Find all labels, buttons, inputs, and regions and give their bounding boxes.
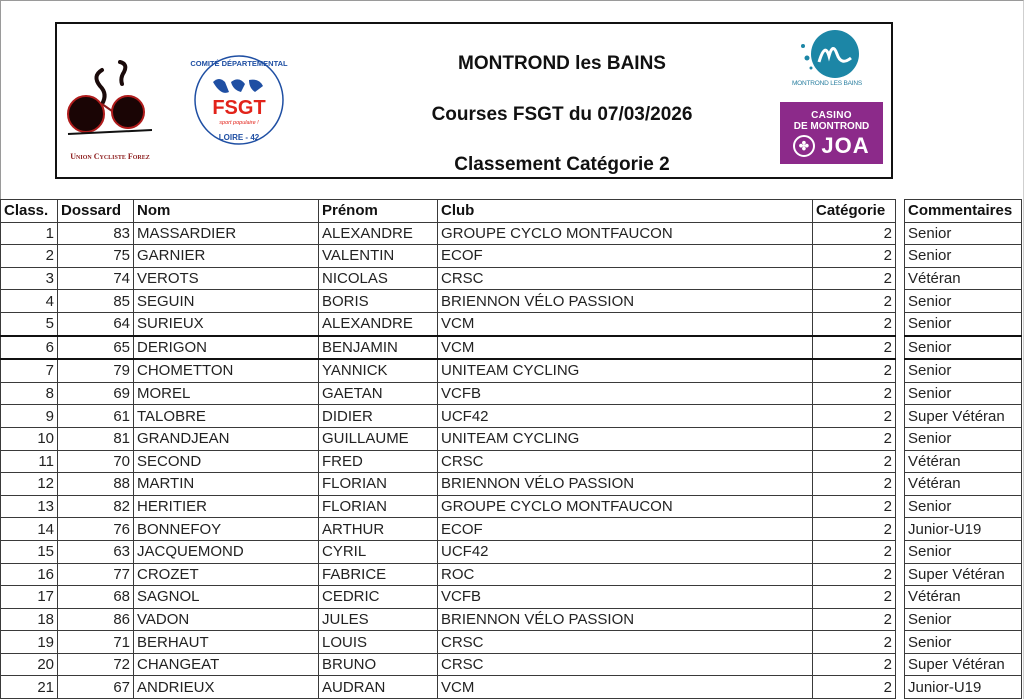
cell-nom: BERHAUT	[134, 631, 319, 654]
cell-nom: MASSARDIER	[134, 222, 319, 245]
header-nom: Nom	[134, 200, 319, 223]
cell-prenom: LOUIS	[319, 631, 438, 654]
cell-commentaire: Senior	[905, 631, 1022, 654]
cell-prenom: GUILLAUME	[319, 427, 438, 450]
table-row	[1, 405, 896, 428]
comment-row	[905, 290, 1022, 313]
cell-commentaire: Senior	[905, 540, 1022, 563]
cell-club: CRSC	[438, 653, 813, 676]
table-row	[1, 222, 896, 245]
cell-dossard: 86	[58, 608, 134, 631]
table-row	[1, 586, 896, 609]
table-row	[1, 563, 896, 586]
results-table	[0, 199, 896, 699]
comment-row	[905, 653, 1022, 676]
cell-club: GROUPE CYCLO MONTFAUCON	[438, 495, 813, 518]
cell-commentaire: Senior	[905, 245, 1022, 268]
cell-nom: MARTIN	[134, 473, 319, 496]
cell-club: UNITEAM CYCLING	[438, 427, 813, 450]
cell-commentaire: Super Vétéran	[905, 563, 1022, 586]
cell-nom: SEGUIN	[134, 290, 319, 313]
cell-commentaire: Junior-U19	[905, 518, 1022, 541]
cell-nom: DERIGON	[134, 336, 319, 360]
clover-icon: ✤	[793, 135, 815, 157]
cell-categorie: 2	[813, 382, 896, 405]
cell-commentaire: Vétéran	[905, 586, 1022, 609]
table-row	[1, 359, 896, 382]
cell-club: ROC	[438, 563, 813, 586]
cell-class: 12	[1, 473, 58, 496]
table-row	[1, 473, 896, 496]
comment-row	[905, 518, 1022, 541]
cell-nom: MOREL	[134, 382, 319, 405]
cell-prenom: BRUNO	[319, 653, 438, 676]
cell-dossard: 70	[58, 450, 134, 473]
comment-row	[905, 359, 1022, 382]
svg-text:COMITÉ DÉPARTEMENTAL: COMITÉ DÉPARTEMENTAL	[190, 59, 288, 68]
cell-dossard: 75	[58, 245, 134, 268]
cell-dossard: 82	[58, 495, 134, 518]
cell-class: 9	[1, 405, 58, 428]
cell-class: 10	[1, 427, 58, 450]
table-row	[1, 518, 896, 541]
table-row	[1, 382, 896, 405]
cell-prenom: ALEXANDRE	[319, 222, 438, 245]
header-commentaires: Commentaires	[905, 200, 1022, 223]
comment-row	[905, 245, 1022, 268]
table-row	[1, 336, 896, 360]
cell-prenom: JULES	[319, 608, 438, 631]
comment-row	[905, 631, 1022, 654]
header-categorie: Catégorie	[813, 200, 896, 223]
comment-row	[905, 450, 1022, 473]
table-row	[1, 267, 896, 290]
cell-categorie: 2	[813, 473, 896, 496]
cell-class: 19	[1, 631, 58, 654]
comment-row	[905, 586, 1022, 609]
casino-brand-text: JOA	[821, 133, 870, 158]
comment-row	[905, 427, 1022, 450]
cell-nom: VEROTS	[134, 267, 319, 290]
cell-categorie: 2	[813, 631, 896, 654]
cell-dossard: 83	[58, 222, 134, 245]
cell-prenom: GAETAN	[319, 382, 438, 405]
cell-nom: CHOMETTON	[134, 359, 319, 382]
cell-dossard: 69	[58, 382, 134, 405]
cell-categorie: 2	[813, 267, 896, 290]
cell-commentaire: Vétéran	[905, 473, 1022, 496]
cell-class: 2	[1, 245, 58, 268]
cell-prenom: YANNICK	[319, 359, 438, 382]
cell-prenom: BENJAMIN	[319, 336, 438, 360]
cell-categorie: 2	[813, 540, 896, 563]
casino-brand	[780, 133, 883, 159]
montrond-m-icon	[779, 28, 875, 80]
cell-dossard: 72	[58, 653, 134, 676]
table-row	[1, 540, 896, 563]
cell-nom: SAGNOL	[134, 586, 319, 609]
cell-club: VCM	[438, 676, 813, 699]
casino-line2: DE MONTROND	[793, 121, 870, 132]
cell-club: CRSC	[438, 450, 813, 473]
cell-prenom: CEDRIC	[319, 586, 438, 609]
cell-class: 4	[1, 290, 58, 313]
cell-commentaire: Senior	[905, 359, 1022, 382]
cell-categorie: 2	[813, 405, 896, 428]
cell-nom: CROZET	[134, 563, 319, 586]
cell-dossard: 76	[58, 518, 134, 541]
casino-joa-logo	[780, 102, 883, 164]
comment-row	[905, 563, 1022, 586]
comment-row	[905, 336, 1022, 360]
cell-club: ECOF	[438, 245, 813, 268]
cell-categorie: 2	[813, 222, 896, 245]
cell-commentaire: Senior	[905, 290, 1022, 313]
cell-dossard: 74	[58, 267, 134, 290]
table-row	[1, 631, 896, 654]
cell-commentaire: Senior	[905, 608, 1022, 631]
cell-categorie: 2	[813, 359, 896, 382]
montrond-les-bains-logo	[779, 28, 875, 98]
ranking-title: Classement Catégorie 2	[454, 154, 670, 175]
cell-prenom: ALEXANDRE	[319, 312, 438, 335]
cell-dossard: 64	[58, 312, 134, 335]
table-row	[1, 676, 896, 699]
cell-club: BRIENNON VÉLO PASSION	[438, 290, 813, 313]
cell-prenom: ARTHUR	[319, 518, 438, 541]
fsgt-loire-logo	[189, 42, 289, 162]
cell-dossard: 85	[58, 290, 134, 313]
cell-categorie: 2	[813, 450, 896, 473]
table-row	[1, 653, 896, 676]
cell-club: UCF42	[438, 405, 813, 428]
cell-prenom: AUDRAN	[319, 676, 438, 699]
title-block	[397, 24, 727, 177]
cyclist-icon	[62, 54, 152, 149]
union-cycliste-forez-logo	[62, 54, 152, 161]
table-row	[1, 245, 896, 268]
cell-dossard: 61	[58, 405, 134, 428]
cell-categorie: 2	[813, 290, 896, 313]
cell-prenom: FLORIAN	[319, 495, 438, 518]
cell-club: VCM	[438, 336, 813, 360]
cell-categorie: 2	[813, 427, 896, 450]
cell-class: 15	[1, 540, 58, 563]
comment-row	[905, 405, 1022, 428]
cell-dossard: 65	[58, 336, 134, 360]
cell-dossard: 68	[58, 586, 134, 609]
cell-dossard: 79	[58, 359, 134, 382]
race-title: Courses FSGT du 07/03/2026	[431, 104, 693, 125]
cell-nom: BONNEFOY	[134, 518, 319, 541]
cell-categorie: 2	[813, 586, 896, 609]
cell-class: 14	[1, 518, 58, 541]
cell-commentaire: Senior	[905, 336, 1022, 360]
table-row	[1, 495, 896, 518]
cell-prenom: FRED	[319, 450, 438, 473]
header-club: Club	[438, 200, 813, 223]
cell-class: 21	[1, 676, 58, 699]
comment-row	[905, 312, 1022, 335]
cell-commentaire: Junior-U19	[905, 676, 1022, 699]
cell-dossard: 71	[58, 631, 134, 654]
cell-class: 20	[1, 653, 58, 676]
cell-class: 11	[1, 450, 58, 473]
cell-commentaire: Super Vétéran	[905, 653, 1022, 676]
comment-row	[905, 540, 1022, 563]
comment-row	[905, 267, 1022, 290]
svg-text:LOIRE - 42: LOIRE - 42	[218, 133, 260, 142]
cell-class: 13	[1, 495, 58, 518]
header-class: Class.	[1, 200, 58, 223]
table-row	[1, 427, 896, 450]
svg-text:FSGT: FSGT	[212, 97, 266, 119]
cell-commentaire: Senior	[905, 312, 1022, 335]
cell-commentaire: Senior	[905, 495, 1022, 518]
cell-class: 5	[1, 312, 58, 335]
table-row	[1, 312, 896, 335]
cell-prenom: VALENTIN	[319, 245, 438, 268]
cell-dossard: 77	[58, 563, 134, 586]
cell-club: UNITEAM CYCLING	[438, 359, 813, 382]
cell-commentaire: Vétéran	[905, 450, 1022, 473]
cell-nom: HERITIER	[134, 495, 319, 518]
cell-categorie: 2	[813, 312, 896, 335]
cell-club: CRSC	[438, 631, 813, 654]
cell-categorie: 2	[813, 653, 896, 676]
cell-dossard: 67	[58, 676, 134, 699]
cell-class: 18	[1, 608, 58, 631]
cell-nom: VADON	[134, 608, 319, 631]
cell-club: UCF42	[438, 540, 813, 563]
cell-nom: SECOND	[134, 450, 319, 473]
cell-class: 3	[1, 267, 58, 290]
cell-nom: ANDRIEUX	[134, 676, 319, 699]
cell-categorie: 2	[813, 608, 896, 631]
cell-dossard: 81	[58, 427, 134, 450]
cell-commentaire: Super Vétéran	[905, 405, 1022, 428]
comment-row	[905, 495, 1022, 518]
cell-prenom: FLORIAN	[319, 473, 438, 496]
cell-prenom: DIDIER	[319, 405, 438, 428]
cell-commentaire: Vétéran	[905, 267, 1022, 290]
cell-nom: JACQUEMOND	[134, 540, 319, 563]
results-header-row	[1, 200, 896, 223]
cell-dossard: 88	[58, 473, 134, 496]
cell-commentaire: Senior	[905, 222, 1022, 245]
cell-prenom: NICOLAS	[319, 267, 438, 290]
cell-categorie: 2	[813, 518, 896, 541]
cell-club: BRIENNON VÉLO PASSION	[438, 473, 813, 496]
comment-row	[905, 473, 1022, 496]
venue-title: MONTROND les BAINS	[458, 53, 666, 74]
cell-categorie: 2	[813, 245, 896, 268]
cell-prenom: CYRIL	[319, 540, 438, 563]
fsgt-emblem-icon	[189, 42, 289, 162]
header-banner	[55, 22, 893, 179]
cell-club: VCM	[438, 312, 813, 335]
cell-club: BRIENNON VÉLO PASSION	[438, 608, 813, 631]
header-prenom: Prénom	[319, 200, 438, 223]
cell-nom: SURIEUX	[134, 312, 319, 335]
table-row	[1, 290, 896, 313]
casino-line1: CASINO	[811, 110, 852, 121]
comments-header-row	[905, 200, 1022, 223]
cell-club: CRSC	[438, 267, 813, 290]
cell-class: 8	[1, 382, 58, 405]
table-row	[1, 450, 896, 473]
comment-row	[905, 222, 1022, 245]
cell-nom: TALOBRE	[134, 405, 319, 428]
svg-text:sport populaire !: sport populaire !	[219, 120, 259, 126]
cell-class: 16	[1, 563, 58, 586]
header-dossard: Dossard	[58, 200, 134, 223]
cell-club: ECOF	[438, 518, 813, 541]
ucf-logo-text: Union Cycliste Forez	[70, 152, 150, 161]
cell-class: 6	[1, 336, 58, 360]
comments-table	[904, 199, 1022, 699]
cell-nom: CHANGEAT	[134, 653, 319, 676]
cell-commentaire: Senior	[905, 427, 1022, 450]
cell-categorie: 2	[813, 676, 896, 699]
cell-club: VCFB	[438, 382, 813, 405]
cell-categorie: 2	[813, 495, 896, 518]
montrond-logo-text: MONTROND LES BAINS	[791, 80, 863, 87]
comment-row	[905, 382, 1022, 405]
cell-commentaire: Senior	[905, 382, 1022, 405]
cell-prenom: FABRICE	[319, 563, 438, 586]
cell-categorie: 2	[813, 336, 896, 360]
cell-categorie: 2	[813, 563, 896, 586]
cell-club: VCFB	[438, 586, 813, 609]
cell-class: 7	[1, 359, 58, 382]
cell-nom: GRANDJEAN	[134, 427, 319, 450]
cell-club: GROUPE CYCLO MONTFAUCON	[438, 222, 813, 245]
cell-nom: GARNIER	[134, 245, 319, 268]
cell-class: 1	[1, 222, 58, 245]
cell-class: 17	[1, 586, 58, 609]
comment-row	[905, 608, 1022, 631]
cell-prenom: BORIS	[319, 290, 438, 313]
comment-row	[905, 676, 1022, 699]
cell-dossard: 63	[58, 540, 134, 563]
table-row	[1, 608, 896, 631]
